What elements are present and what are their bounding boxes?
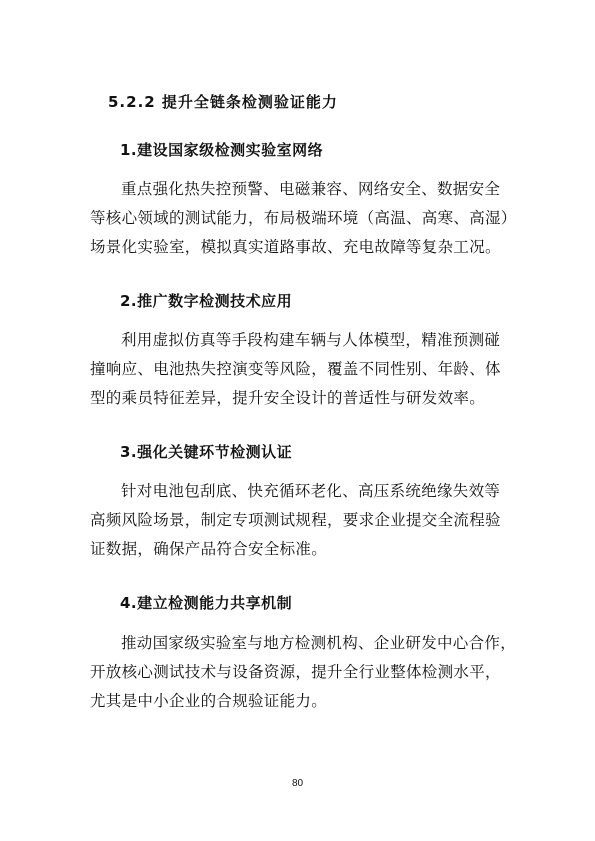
paragraph-line: 型的乘员特征差异，提升安全设计的普适性与研发效率。	[90, 389, 486, 407]
paragraph-line: 推动国家级实验室与地方检测机构、企业研发中心合作，	[121, 634, 517, 652]
paragraph-line: 重点强化热失控预警、电磁兼容、网络安全、数据安全	[121, 180, 501, 198]
paragraph-1	[90, 175, 517, 262]
paragraph-line: 证数据，确保产品符合安全标准。	[90, 540, 328, 558]
paragraph-line: 开放核心测试技术与设备资源，提升全行业整体检测水平，	[90, 663, 501, 681]
paragraph-line: 等核心领域的测试能力，布局极端环境（高温、高寒、高湿）	[90, 209, 517, 227]
paragraph-3	[90, 477, 510, 564]
paragraph-line: 利用虚拟仿真等手段构建车辆与人体模型，精准预测碰	[121, 331, 501, 349]
subheading-3: 3.强化关键环节检测认证	[120, 443, 293, 461]
paragraph-line: 针对电池包刮底、快充循环老化、高压系统绝缘失效等	[121, 482, 501, 500]
paragraph-2	[90, 326, 510, 413]
section-title: 5.2.2 提升全链条检测验证能力	[108, 93, 338, 111]
subheading-4: 4.建立检测能力共享机制	[120, 594, 293, 612]
paragraph-line: 场景化实验室，模拟真实道路事故、充电故障等复杂工况。	[90, 238, 501, 256]
paragraph-line: 高频风险场景，制定专项测试规程，要求企业提交全流程验	[90, 511, 501, 529]
page-number: 80	[291, 778, 304, 789]
paragraph-line: 尤其是中小企业的合规验证能力。	[90, 692, 328, 710]
subheading-1: 1.建设国家级检测实验室网络	[120, 141, 324, 159]
paragraph-line: 撞响应、电池热失控演变等风险，覆盖不同性别、年龄、体	[90, 360, 501, 378]
subheading-2: 2.推广数字检测技术应用	[120, 292, 293, 310]
paragraph-4	[90, 629, 517, 716]
